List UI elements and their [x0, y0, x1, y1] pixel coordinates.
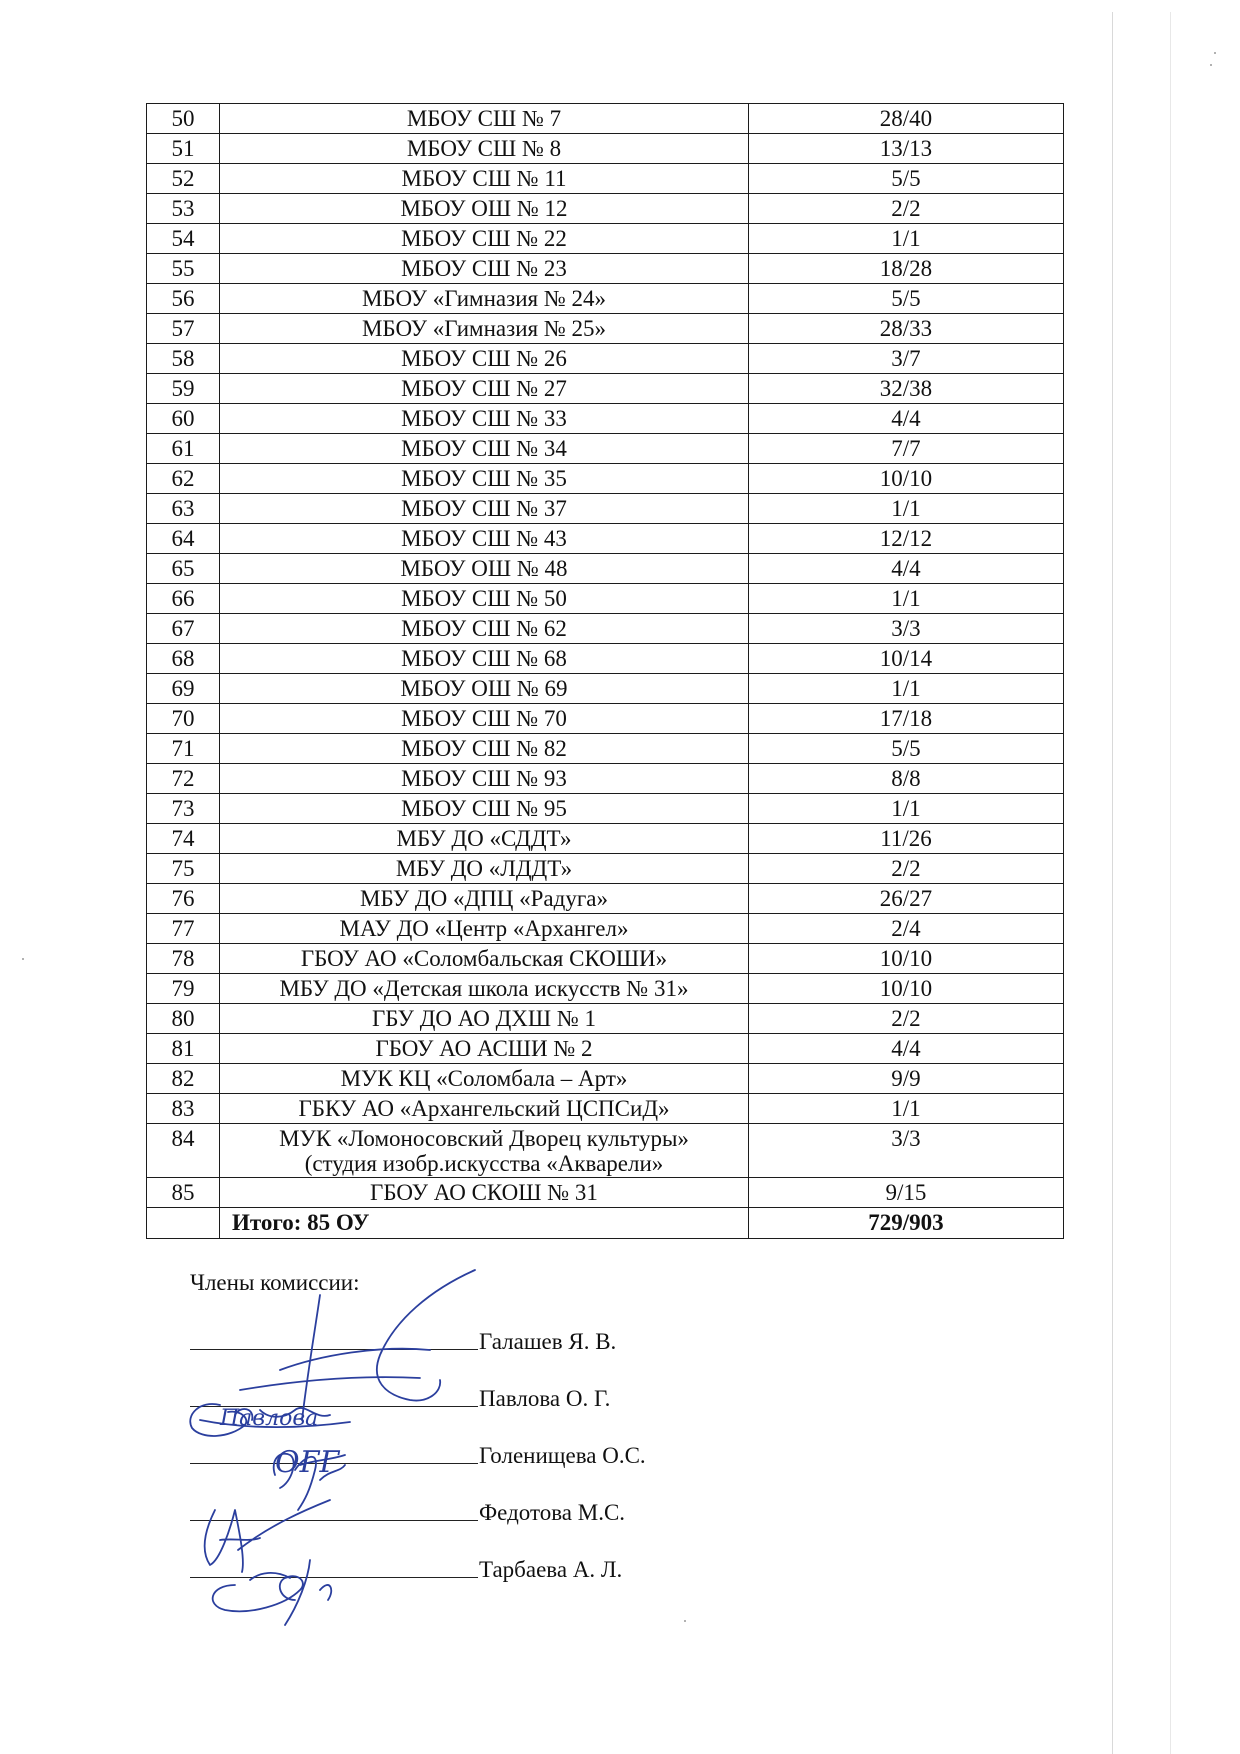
table-row — [147, 824, 1064, 854]
organization-cell — [220, 584, 749, 614]
row-number-cell: 61 — [147, 434, 220, 464]
table-row — [147, 734, 1064, 764]
page-edge-line — [1112, 12, 1113, 1754]
organization-cell — [220, 614, 749, 644]
organization-name: МБУ ДО «ЛДДТ» — [395, 856, 573, 881]
scan-speck — [1210, 64, 1212, 66]
table-row — [147, 104, 1064, 134]
organization-name: МБОУ СШ № 37 — [401, 496, 567, 521]
member-name: Голенищева О.С. — [479, 1443, 646, 1468]
participant-count-cell: 3/7 — [749, 344, 1064, 374]
participant-count-cell: 10/10 — [749, 974, 1064, 1004]
organization-cell — [220, 464, 749, 494]
table-row — [147, 1064, 1064, 1094]
results-table-body — [147, 104, 1064, 1208]
organization-name: ГБОУ АО «Соломбальская СКОШИ» — [300, 946, 668, 971]
results-table — [146, 103, 1064, 1239]
row-number-cell: 68 — [147, 644, 220, 674]
table-row — [147, 584, 1064, 614]
row-number-cell: 67 — [147, 614, 220, 644]
total-row — [147, 1208, 1064, 1239]
table-row — [147, 554, 1064, 584]
participant-count-cell: 5/5 — [749, 164, 1064, 194]
row-number-cell: 53 — [147, 194, 220, 224]
signature-golenishcheva-text: ОГГ — [275, 1445, 340, 1480]
organization-cell — [220, 974, 749, 1004]
organization-cell — [220, 1124, 749, 1178]
organization-name: МУК КЦ «Соломбала – Арт» — [340, 1066, 628, 1091]
organization-cell — [220, 944, 749, 974]
organization-cell — [220, 524, 749, 554]
row-number-cell: 52 — [147, 164, 220, 194]
organization-name: ГБОУ АО АСШИ № 2 — [375, 1036, 593, 1061]
organization-cell — [220, 884, 749, 914]
table-row — [147, 1004, 1064, 1034]
handwritten-signatures — [180, 1260, 500, 1620]
organization-cell — [220, 674, 749, 704]
participant-count-cell: 11/26 — [749, 824, 1064, 854]
participant-count-cell: 1/1 — [749, 1094, 1064, 1124]
table-row — [147, 974, 1064, 1004]
organization-cell — [220, 104, 749, 134]
organization-cell — [220, 1094, 749, 1124]
organization-cell — [220, 314, 749, 344]
organization-cell — [220, 404, 749, 434]
participant-count-cell: 9/15 — [749, 1178, 1064, 1208]
participant-count-cell: 12/12 — [749, 524, 1064, 554]
table-row — [147, 884, 1064, 914]
participant-count-cell: 2/4 — [749, 914, 1064, 944]
table-row — [147, 674, 1064, 704]
organization-name: МБОУ ОШ № 69 — [400, 676, 568, 701]
organization-cell — [220, 374, 749, 404]
table-row — [147, 374, 1064, 404]
row-number-cell: 79 — [147, 974, 220, 1004]
row-number-cell: 71 — [147, 734, 220, 764]
organization-cell — [220, 794, 749, 824]
organization-name: МБОУ СШ № 26 — [401, 346, 567, 371]
table-row — [147, 434, 1064, 464]
participant-count-cell: 4/4 — [749, 554, 1064, 584]
table-row — [147, 614, 1064, 644]
signature-galashev — [240, 1270, 475, 1420]
organization-name: МБОУ СШ № 35 — [401, 466, 567, 491]
row-number-cell: 74 — [147, 824, 220, 854]
table-row — [147, 1178, 1064, 1208]
organization-name: МБУ ДО «Детская школа искусств № 31» — [279, 976, 689, 1001]
organization-cell — [220, 284, 749, 314]
organization-name: МБОУ СШ № 8 — [406, 136, 562, 161]
commission-title: Члены комиссии: — [190, 1270, 360, 1295]
total-num-cell — [147, 1208, 220, 1239]
participant-count-cell: 26/27 — [749, 884, 1064, 914]
participant-count-cell: 2/2 — [749, 1004, 1064, 1034]
table-row — [147, 764, 1064, 794]
row-number-cell: 56 — [147, 284, 220, 314]
table-row — [147, 794, 1064, 824]
row-number-cell: 84 — [147, 1124, 220, 1178]
row-number-cell: 75 — [147, 854, 220, 884]
table-row — [147, 164, 1064, 194]
table-row — [147, 644, 1064, 674]
organization-name: МБОУ СШ № 50 — [401, 586, 567, 611]
table-row — [147, 704, 1064, 734]
organization-cell — [220, 344, 749, 374]
total-label-cell: Итого: 85 ОУ — [220, 1208, 749, 1239]
participant-count-cell: 1/1 — [749, 224, 1064, 254]
participant-count-cell: 3/3 — [749, 1124, 1064, 1178]
organization-name: МБОУ СШ № 43 — [401, 526, 567, 551]
row-number-cell: 60 — [147, 404, 220, 434]
participant-count-cell: 1/1 — [749, 584, 1064, 614]
organization-cell — [220, 194, 749, 224]
participant-count-cell: 2/2 — [749, 194, 1064, 224]
table-row — [147, 284, 1064, 314]
table-row — [147, 194, 1064, 224]
member-name: Галашев Я. В. — [479, 1329, 617, 1354]
table-row — [147, 344, 1064, 374]
organization-name: МБОУ ОШ № 48 — [400, 556, 568, 581]
participant-count-cell: 32/38 — [749, 374, 1064, 404]
organization-cell — [220, 854, 749, 884]
row-number-cell: 64 — [147, 524, 220, 554]
scan-speck — [1214, 52, 1216, 54]
organization-name: МБОУ СШ № 34 — [401, 436, 567, 461]
organization-name: ГБКУ АО «Архангельский ЦСПСиД» — [298, 1096, 670, 1121]
signature-tarbaeva — [213, 1560, 332, 1625]
organization-name: МБУ ДО «ДПЦ «Радуга» — [360, 886, 608, 911]
table-row — [147, 944, 1064, 974]
organization-cell — [220, 644, 749, 674]
table-row — [147, 1034, 1064, 1064]
member-name: Тарбаева А. Л. — [479, 1557, 623, 1582]
organization-cell — [220, 1064, 749, 1094]
organization-name: МБОУ СШ № 22 — [401, 226, 567, 251]
organization-name: МБОУ СШ № 27 — [401, 376, 567, 401]
organization-cell — [220, 254, 749, 284]
organization-name: МБОУ СШ № 33 — [401, 406, 567, 431]
organization-name: ГБОУ АО СКОШ № 31 — [370, 1180, 598, 1205]
row-number-cell: 66 — [147, 584, 220, 614]
organization-name: МБОУ СШ № 95 — [401, 796, 567, 821]
row-number-cell: 82 — [147, 1064, 220, 1094]
organization-cell — [220, 1178, 749, 1208]
organization-cell — [220, 164, 749, 194]
row-number-cell: 78 — [147, 944, 220, 974]
organization-cell — [220, 734, 749, 764]
table-row — [147, 404, 1064, 434]
member-name: Федотова М.С. — [479, 1500, 626, 1525]
table-row — [147, 134, 1064, 164]
organization-name: МБОУ СШ № 82 — [401, 736, 567, 761]
organization-cell — [220, 434, 749, 464]
participant-count-cell: 28/33 — [749, 314, 1064, 344]
organization-name: МБОУ СШ № 11 — [401, 166, 567, 191]
participant-count-cell: 4/4 — [749, 404, 1064, 434]
participant-count-cell: 28/40 — [749, 104, 1064, 134]
total-count-cell: 729/903 — [749, 1208, 1064, 1239]
row-number-cell: 57 — [147, 314, 220, 344]
organization-cell — [220, 914, 749, 944]
page-edge-line — [1170, 12, 1171, 1754]
participant-count-cell: 1/1 — [749, 494, 1064, 524]
organization-cell — [220, 134, 749, 164]
participant-count-cell: 1/1 — [749, 794, 1064, 824]
row-number-cell: 83 — [147, 1094, 220, 1124]
row-number-cell: 73 — [147, 794, 220, 824]
participant-count-cell: 10/14 — [749, 644, 1064, 674]
organization-name: МБОУ СШ № 68 — [401, 646, 567, 671]
row-number-cell: 58 — [147, 344, 220, 374]
organization-cell — [220, 494, 749, 524]
row-number-cell: 54 — [147, 224, 220, 254]
organization-name: МБОУ СШ № 23 — [401, 256, 567, 281]
table-row — [147, 854, 1064, 884]
row-number-cell: 65 — [147, 554, 220, 584]
row-number-cell: 81 — [147, 1034, 220, 1064]
participant-count-cell: 4/4 — [749, 1034, 1064, 1064]
organization-cell — [220, 764, 749, 794]
member-name: Павлова О. Г. — [479, 1386, 611, 1411]
participant-count-cell: 5/5 — [749, 734, 1064, 764]
organization-name: МБОУ СШ № 70 — [401, 706, 567, 731]
participant-count-cell: 5/5 — [749, 284, 1064, 314]
row-number-cell: 59 — [147, 374, 220, 404]
organization-name: МБОУ СШ № 62 — [401, 616, 567, 641]
table-row — [147, 494, 1064, 524]
table-row — [147, 524, 1064, 554]
row-number-cell: 51 — [147, 134, 220, 164]
scan-speck — [684, 1620, 686, 1622]
organization-name: МБОУ «Гимназия № 25» — [361, 316, 607, 341]
signature-fedotova — [205, 1500, 330, 1572]
table-row — [147, 1094, 1064, 1124]
row-number-cell: 85 — [147, 1178, 220, 1208]
organization-cell — [220, 1004, 749, 1034]
scan-speck — [22, 958, 24, 960]
row-number-cell: 63 — [147, 494, 220, 524]
table-row — [147, 224, 1064, 254]
organization-cell — [220, 824, 749, 854]
row-number-cell: 55 — [147, 254, 220, 284]
table-row — [147, 914, 1064, 944]
row-number-cell: 76 — [147, 884, 220, 914]
participant-count-cell: 7/7 — [749, 434, 1064, 464]
table-row — [147, 1124, 1064, 1178]
row-number-cell: 69 — [147, 674, 220, 704]
organization-name: МБОУ СШ № 7 — [406, 106, 562, 131]
organization-name-continued: (студия изобр.искусства «Акварели» — [304, 1151, 664, 1176]
row-number-cell: 70 — [147, 704, 220, 734]
participant-count-cell: 10/10 — [749, 464, 1064, 494]
organization-cell — [220, 554, 749, 584]
organization-name: МБОУ «Гимназия № 24» — [361, 286, 607, 311]
participant-count-cell: 17/18 — [749, 704, 1064, 734]
participant-count-cell: 1/1 — [749, 674, 1064, 704]
organization-name: МБОУ ОШ № 12 — [400, 196, 568, 221]
organization-name: ГБУ ДО АО ДХШ № 1 — [371, 1006, 597, 1031]
row-number-cell: 50 — [147, 104, 220, 134]
organization-cell — [220, 1034, 749, 1064]
organization-name: МБУ ДО «СДДТ» — [396, 826, 572, 851]
row-number-cell: 72 — [147, 764, 220, 794]
signature-pavlova-text: Павлова — [220, 1406, 319, 1431]
organization-name: МАУ ДО «Центр «Архангел» — [339, 916, 629, 941]
organization-name: МБОУ СШ № 93 — [401, 766, 567, 791]
table-row — [147, 314, 1064, 344]
participant-count-cell: 3/3 — [749, 614, 1064, 644]
participant-count-cell: 8/8 — [749, 764, 1064, 794]
organization-name: МУК «Ломоносовский Дворец культуры» — [279, 1126, 689, 1151]
organization-cell — [220, 224, 749, 254]
table-row — [147, 464, 1064, 494]
row-number-cell: 80 — [147, 1004, 220, 1034]
participant-count-cell: 18/28 — [749, 254, 1064, 284]
organization-cell — [220, 704, 749, 734]
participant-count-cell: 10/10 — [749, 944, 1064, 974]
row-number-cell: 77 — [147, 914, 220, 944]
row-number-cell: 62 — [147, 464, 220, 494]
participant-count-cell: 2/2 — [749, 854, 1064, 884]
participant-count-cell: 13/13 — [749, 134, 1064, 164]
participant-count-cell: 9/9 — [749, 1064, 1064, 1094]
table-row — [147, 254, 1064, 284]
